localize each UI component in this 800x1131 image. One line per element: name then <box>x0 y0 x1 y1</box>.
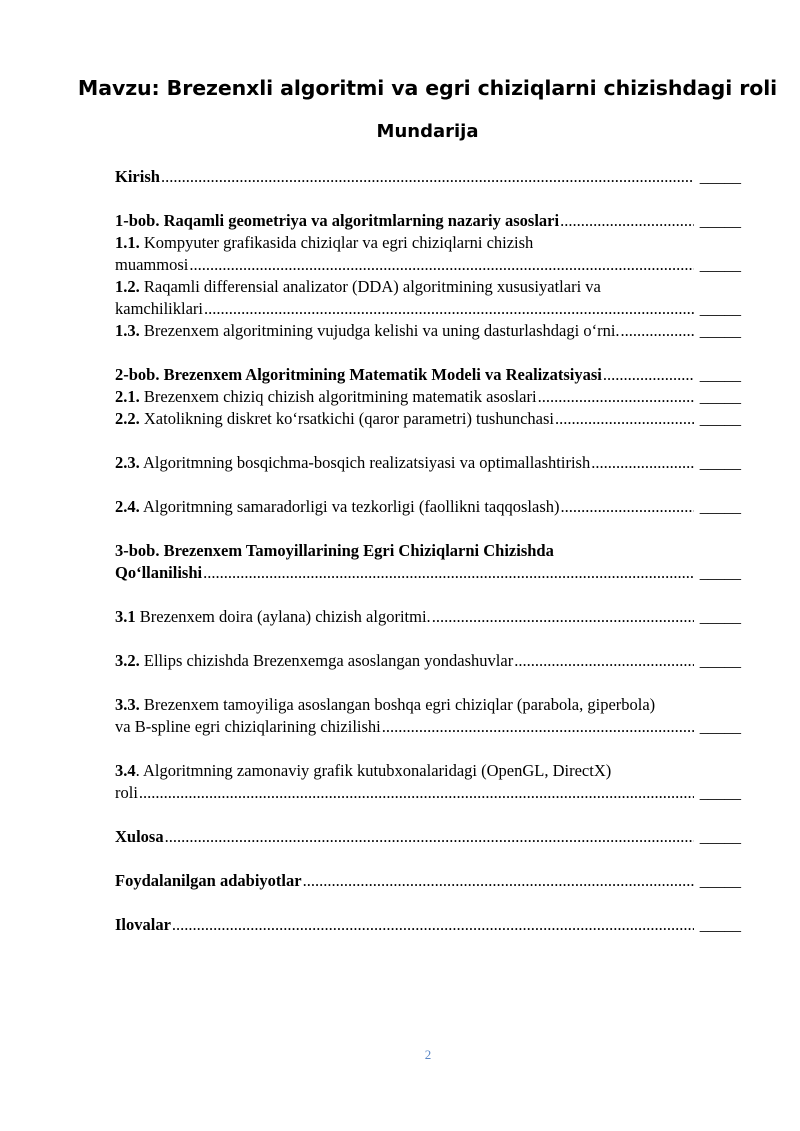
page-blank <box>695 650 741 672</box>
toc-entry-label: Brezenxem tamoyiliga asoslangan boshqa egri chiziqlar (parabola, giperbola) <box>143 695 656 714</box>
page-blank <box>695 562 741 584</box>
toc-entry-intro <box>115 166 741 188</box>
page-blank <box>695 496 741 518</box>
toc-entry-label: 2-bob. Brezenxem Algoritmining Matematik Modeli va Realizatsiyasi <box>115 365 602 384</box>
toc-entry-label-cont: roli <box>115 783 138 802</box>
leader-dots <box>203 562 694 584</box>
page-blank <box>695 826 741 848</box>
toc-entry-chapter-1 <box>115 210 741 232</box>
page-blank <box>695 452 741 474</box>
page-blank <box>695 716 741 738</box>
table-of-contents <box>115 166 741 936</box>
page-blank <box>695 782 741 804</box>
page-blank <box>695 320 741 342</box>
section-number: 3.3. <box>115 695 140 714</box>
leader-dots <box>161 166 694 188</box>
toc-entry-label: Algoritmning bosqichma-bosqich realizatsiyasi va optimallashtirish <box>142 453 591 472</box>
section-number: 1.3. <box>115 321 140 340</box>
toc-entry-section-3-1 <box>115 606 741 628</box>
leader-dots <box>172 914 694 936</box>
leader-dots <box>165 826 694 848</box>
toc-entry-section-1-1 <box>115 232 741 276</box>
toc-entry-label: . Algoritmning zamonaviy grafik kutubxonalaridagi (OpenGL, DirectX) <box>135 761 612 780</box>
page-blank <box>695 606 741 628</box>
leader-dots <box>382 716 694 738</box>
leader-dots <box>538 386 694 408</box>
leader-dots <box>621 320 694 342</box>
toc-entry-label: Kompyuter grafikasida chiziqlar va egri chiziqlarni chizish <box>143 233 534 252</box>
section-number: 2.3. <box>115 453 140 472</box>
section-number: 2.4. <box>115 497 140 516</box>
toc-entry-section-3-4 <box>115 760 741 804</box>
leader-dots <box>432 606 694 628</box>
page-blank <box>695 254 741 276</box>
toc-entry-label-cont: muammosi <box>115 255 189 274</box>
page-blank <box>695 914 741 936</box>
toc-entry-label: Xulosa <box>115 827 164 846</box>
leader-dots <box>303 870 694 892</box>
toc-entry-section-3-3 <box>115 694 741 738</box>
section-number: 2.1. <box>115 387 140 406</box>
section-number: 1.1. <box>115 233 140 252</box>
page-blank <box>695 408 741 430</box>
toc-entry-label-cont: va B-spline egri chiziqlarining chizilishi <box>115 717 381 736</box>
toc-entry-label: 1-bob. Raqamli geometriya va algoritmlarning nazariy asoslari <box>115 211 560 230</box>
leader-dots <box>204 298 694 320</box>
leader-dots <box>139 782 694 804</box>
toc-entry-conclusion <box>115 826 741 848</box>
toc-entry-section-2-1 <box>115 386 741 408</box>
toc-entry-label: Kirish <box>115 167 160 186</box>
section-number: 1.2. <box>115 277 140 296</box>
toc-entry-chapter-2 <box>115 364 741 386</box>
leader-dots <box>189 254 694 276</box>
page-blank <box>695 386 741 408</box>
toc-entry-chapter-3: 3-bob. Brezenxem Tamoyillarining Egri Chiziqlarni Chizishda Qo‘llanilishi ..... _____ <box>115 540 741 584</box>
toc-entry-section-1-3 <box>115 320 741 342</box>
section-number: 3.4 <box>115 761 136 780</box>
toc-entry-section-1-2 <box>115 276 741 320</box>
section-number: 2.2. <box>115 409 140 428</box>
leader-dots <box>603 364 694 386</box>
page-number: 2 <box>424 1047 432 1062</box>
section-number: 3.2. <box>115 651 140 670</box>
page-blank <box>695 870 741 892</box>
toc-entry-label-cont: Qo‘llanilishi <box>115 563 203 582</box>
toc-entry-label: Brezenxem Tamoyillarining Egri Chiziqlarni Chizishda <box>163 541 554 560</box>
toc-entry-label: Brezenxem algoritmining vujudga kelishi va uning dasturlashdagi o‘rni. <box>143 321 620 340</box>
leader-dots <box>555 408 694 430</box>
toc-entry-section-3-2 <box>115 650 741 672</box>
toc-entry-label: Ilovalar <box>115 915 171 934</box>
document-title: Mavzu: Brezenxli algoritmi va egri chiziqlarni chizishdagi roli <box>77 76 778 100</box>
toc-entry-section-2-4 <box>115 496 741 518</box>
toc-entry-label: Algoritmning samaradorligi va tezkorligi (faollikni taqqoslash) <box>142 497 560 516</box>
leader-dots <box>560 210 694 232</box>
toc-heading: Mundarija <box>376 121 479 142</box>
leader-dots <box>514 650 694 672</box>
toc-entry-references <box>115 870 741 892</box>
section-number: 3.1 <box>115 607 136 626</box>
section-number: 3-bob <box>115 541 156 560</box>
page-blank <box>695 166 741 188</box>
leader-dots <box>561 496 695 518</box>
page-blank <box>695 298 741 320</box>
toc-entry-label: Brezenxem doira (aylana) chizish algoritmi. <box>139 607 431 626</box>
toc-entry-label: Xatolikning diskret ko‘rsatkichi (qaror parametri) tushunchasi <box>143 409 554 428</box>
toc-entry-appendix <box>115 914 741 936</box>
toc-entry-section-2-2 <box>115 408 741 430</box>
page-blank <box>695 210 741 232</box>
toc-entry-label: Foydalanilgan adabiyotlar <box>115 871 302 890</box>
toc-entry-label: Raqamli differensial analizator (DDA) algoritmining xususiyatlari va <box>143 277 601 296</box>
toc-entry-label: Ellips chizishda Brezenxemga asoslangan yondashuvlar <box>143 651 514 670</box>
toc-entry-label: Brezenxem chiziq chizish algoritmining matematik asoslari <box>143 387 537 406</box>
toc-entry-label-cont: kamchiliklari <box>115 299 203 318</box>
page-blank <box>695 364 741 386</box>
leader-dots <box>591 452 694 474</box>
toc-entry-section-2-3 <box>115 452 741 474</box>
